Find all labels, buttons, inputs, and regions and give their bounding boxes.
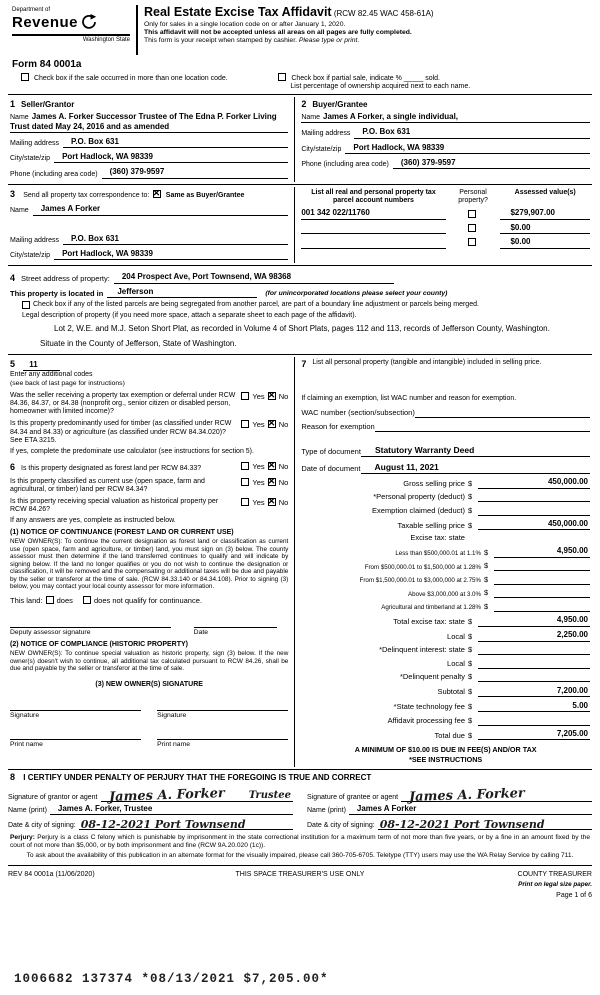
s6-q3-yes-checkbox[interactable] [241,498,249,506]
parcel-number-field[interactable] [301,239,445,249]
doc-date-field[interactable]: August 11, 2021 [361,462,590,474]
buyer-csz-field[interactable]: Port Hadlock, WA 98339 [345,143,590,154]
tax-row-gross: Gross selling price $ 450,000.00 [403,477,588,488]
logo-revenue-text: Revenue [12,14,79,32]
unincorporated-note: (for unincorporated locations please select your county) [265,290,448,298]
footer [8,871,592,901]
segregated-checkbox[interactable] [22,301,30,309]
doc-type-label: Type of document [301,446,361,456]
delinquent-interest-state-field[interactable] [478,645,590,655]
s6-q3-answers: Yes ✕ No [240,498,288,515]
grantor-date-city-label: Date & city of signing: [8,822,76,830]
buyer-phone-label: Phone (including area code) [301,161,389,169]
logo-divider [12,34,130,36]
seller-name-field[interactable]: Name James A. Forker Successor Trustee of The Edna P. Forker Living Trust dated May 24, 2016 and as amended [10,112,288,133]
minimum-due-note: A MINIMUM OF $10.00 IS DUE IN FEE(S) AND/OR TAX [354,745,537,755]
personal-property-checkbox[interactable] [468,210,476,218]
treasurer-space-label: THIS SPACE TREASURER'S USE ONLY [235,870,365,878]
question-row [10,392,288,417]
perjury-statement: Perjury: Perjury is a class C felony which is punishable by imprisonment in the state correctional institution for a maximum term of not more than five years, or by a fine in an amount fixed by the court of not more than $5,000, or by both imprisonment and fine (RCW 9A.20.020 (1c)). [10,834,590,850]
send-correspondence-label: Send all property tax correspondence to: [23,191,150,199]
tax-row-tech-fee: *State technology fee $ 5.00 [393,700,588,712]
reason-exemption-field[interactable] [375,423,590,432]
tax-row-personal-deduct: *Personal property (deduct) $ [301,492,590,502]
grantee-sig-label: Signature of grantee or agent [307,793,399,801]
s5-q1-text: Was the seller receiving a property tax exemption or deferral under RCW 84.36, 84.37, or 84.38 (nonprofit org., senior citizen or disabled person, homeowner with limited income)? [10,391,236,416]
section3-number: 3 [10,188,16,199]
page-title: Real Estate Excise Tax Affidavit [144,5,332,19]
tax-row-excise-header: Excise tax: state [410,532,465,542]
owner-print-name-line[interactable] [10,730,141,740]
question-row [10,420,288,445]
certification-header [10,772,592,783]
s6-q2-no-checkbox[interactable] [268,478,276,486]
grantee-date-city-line[interactable] [378,817,592,830]
assessed-value-header: Assessed value(s) [514,188,576,196]
tax-row-rate2: From $500,000.01 to $1,500,000 at 1.28% $ [301,561,590,571]
corr-mailing-field[interactable]: P.O. Box 631 [63,234,288,245]
notice1-body: NEW OWNER(S): To continue the current designation as forest land or classification as current use (open space, farm and agriculture, or timber) land, you must sign on (3) below. The county assessor must then determine if the land transferred continues to qualify and will indicate by signing below. If the land no longer qualifies or you do not wish to continue the designation or classification, it will be removed and the compensating or additional taxes will be due and payable by the seller or transferor at the time of sale. (RCW 84.33.140 or 84.34.108). Prior to signing (3) below, you may contact your local county assessor for more information. [10,538,289,591]
grantor-date-city-script: 08-12-2021 Port Townsend [80,817,246,831]
local-tax-field[interactable]: 2,250.00 [478,630,590,641]
logo-dept-text: Department of [12,7,51,13]
segregated-label: Check box if any of the listed parcels are being segregated from another parcel, are part of a boundary line adjustment or parcels being merged. [33,301,479,309]
if-yes-note: If any answers are yes, complete as instructed below. [10,516,176,524]
alternate-format-note: To ask about the availability of this publication in an alternate format for the visually impaired, please call 360-705-6705. Teletype (TTY) users may use the WA Relay Service by calling 711. [26,852,574,859]
property-location-section [8,268,592,351]
parcel-table [295,187,592,264]
situate-text[interactable]: Situate in the County of Jefferson, State of Washington. [40,339,237,349]
taxable-selling-price-field[interactable]: 450,000.00 [478,519,590,530]
grantor-name-print-field[interactable]: James A. Forker, Trustee [50,804,293,815]
tax-row-rate4: Above $3,000,000 at 3.0% $ [301,588,590,598]
delinquent-penalty-field[interactable] [478,672,590,682]
street-address-field[interactable]: 204 Prospect Ave, Port Townsend, WA 98368 [114,272,394,283]
s6-q1-text: 6 Is this property designated as forest land per RCW 84.33? [10,462,202,473]
seller-name-value: James A. Forker Successor Trustee of The Edna P. Forker Living Trust dated May 24, 2016 and as amended [10,111,277,132]
page-indicator: Page 1 of 6 [556,892,592,900]
total-due-field[interactable]: 7,205.00 [478,729,590,740]
s5-q1-answers: Yes ✕ No [240,392,288,417]
s6-q1-answers: Yes ✕ No [240,462,288,473]
divider [8,865,592,866]
state-tax-tier4-field[interactable] [494,588,590,598]
corr-csz-field[interactable]: Port Hadlock, WA 98339 [54,249,288,260]
s5-q1-yes-checkbox[interactable] [241,392,249,400]
land-does-checkbox[interactable] [46,596,54,604]
grantor-date-city-line[interactable] [79,817,293,830]
divider [8,354,592,355]
grantee-signature-line[interactable] [401,785,592,805]
divider [8,265,592,266]
see-instructions-note: *SEE INSTRUCTIONS [409,754,483,764]
personal-property-write-in-area[interactable] [301,369,590,395]
exemption-note: If claiming an exemption, list WAC number and reason for exemption. [301,395,517,403]
signatures-section [8,784,592,830]
assessed-value-field[interactable]: $0.00 [500,237,589,248]
delinquent-interest-local-field[interactable] [478,659,590,669]
county-treasurer-label: COUNTY TREASURER [517,870,592,878]
deputy-date-label: Date [193,628,209,636]
parcel-row [301,223,590,234]
grantee-signature-block [307,784,592,830]
seller-mailing-field[interactable]: P.O. Box 631 [63,137,288,148]
seller-phone-label: Phone (including area code) [10,170,98,178]
tax-row-total-due: Total due $ 7,205.00 [434,729,588,740]
tax-row-delinquent-interest: *Delinquent interest: state $ [301,645,590,655]
reason-exemption-label: Reason for exemption [301,421,375,431]
s6-q2-text: Is this property classified as current use (open space, farm and agricultural, or timber) land per RCW 84.34? [10,477,205,493]
tax-row-local: Local $ 2,250.00 [447,630,588,641]
grantor-signature-line[interactable] [101,785,293,805]
corr-csz-label: City/state/zip [10,252,51,260]
tax-row-exemption-deduct: Exemption claimed (deduct) $ [301,506,590,516]
multi-location-label: Check box if the sale occurred in more than one location code. [33,74,228,82]
state-tax-tier3-field[interactable] [494,575,590,585]
notice2-body: NEW OWNER(S): To continue special valuation as historic property, sign (3) below. If the new owner(s) doesn't wish to continue, all additional tax calculated pursuant to RCW 84.26, shall be due and payable by the seller or transferor at the time of sale. [10,650,289,673]
parcel-number-field[interactable]: 001 342 022/11760 [301,208,445,219]
correspondence-parcel-section [8,187,592,264]
section7-number: 7 [301,358,307,369]
notice3-title: (3) NEW OWNER(S) SIGNATURE [95,680,203,688]
land-does-not-checkbox[interactable] [83,596,91,604]
seller-buyer-section [8,97,592,182]
rev-number: REV 84 0001a (11/06/2020) [8,870,95,878]
s6-q3-no-checkbox[interactable] [268,498,276,506]
deputy-signature-row [10,618,288,637]
personal-property-deduct-field[interactable] [478,492,590,502]
state-tax-tier1-field[interactable]: 4,950.00 [494,546,590,557]
additional-codes-label: Enter any additional codes [10,371,93,379]
buyer-csz-label: City/state/zip [301,145,342,153]
buyer-mailing-field[interactable]: P.O. Box 631 [354,127,590,138]
tax-row-rate3: From $1,500,000.01 to $3,000,000 at 2.75% $ [301,575,590,585]
section1-number: 1 [10,99,16,110]
header-note-2: This affidavit will not be accepted unless all areas on all pages are fully completed. [144,28,412,36]
seller-mailing-label: Mailing address [10,139,60,147]
located-in-field[interactable]: Jefferson [107,287,257,298]
grantor-sig-label: Signature of grantor or agent [8,793,98,801]
s6-q2-yes-checkbox[interactable] [241,478,249,486]
swirl-icon [81,14,97,32]
parcel-number-field[interactable] [301,224,445,234]
deputy-assessor-label: Deputy assessor signature [10,628,91,636]
deputy-assessor-signature-line[interactable] [10,618,171,628]
agricultural-timberland-field[interactable] [494,602,590,612]
seller-phone-field[interactable]: (360) 379-9597 [102,167,289,178]
additional-code-field[interactable]: 11 [23,360,59,371]
affidavit-processing-fee-field[interactable] [478,716,590,726]
partial-sale-checkbox[interactable] [278,73,286,81]
grantee-signature-script: James A. Forker [408,785,526,805]
s6-q1-no-checkbox[interactable] [268,462,276,470]
ownership-percentage-note: List percentage of ownership acquired next to each name. [290,83,471,91]
s5-q2-no-checkbox[interactable] [268,420,276,428]
subtotal-field[interactable]: 7,200.00 [478,686,590,697]
same-as-buyer-checkbox[interactable] [153,190,161,198]
gross-selling-price-field[interactable]: 450,000.00 [478,477,590,488]
seller-csz-label: City/state/zip [10,155,51,163]
grantor-signature-script: James A. Forker [108,785,225,805]
personal-property-list-label: List all personal property (tangible and intangible) included in selling price. [312,358,542,366]
s5-q2-answers: Yes ✕ No [240,420,288,445]
grantee-name-print-field[interactable]: James A Forker [349,804,592,815]
header-title-block [136,5,592,55]
header-note-1: Only for sales in a single location code on or after January 1, 2020. [144,20,346,28]
form-number: Form 84 0001a [12,59,82,70]
legal-description-text[interactable]: Lot 2, W.E. and M.J. Seton Short Plat, as recorded in Volume 4 of Short Plats, pages 112 and 113, records of Jefferson County, Washington. [54,323,550,333]
divider [8,94,592,95]
question-row [10,462,288,473]
section5-number: 5 [10,358,16,369]
additional-codes-note: (see back of last page for instructions) [10,379,125,387]
dor-logo [8,5,136,44]
corr-mailing-label: Mailing address [10,236,60,244]
grantor-signature-block [8,784,293,830]
question-row [10,498,288,515]
same-as-buyer-label: Same as Buyer/Grantee [165,191,245,199]
tax-row-subtotal: Subtotal $ 7,200.00 [437,685,588,697]
buyer-mailing-label: Mailing address [301,130,351,138]
section5-6-column [8,357,295,768]
section8-number: 8 [10,772,16,783]
corr-name-field[interactable]: James A Forker [33,204,289,215]
assessed-value-field[interactable]: $0.00 [500,223,589,234]
grantee-date-city-label: Date & city of signing: [307,822,375,830]
logo-state-text: Washington State [82,36,130,43]
s5-q1-no-checkbox[interactable] [268,392,276,400]
corr-name-label: Name [10,207,29,215]
personal-property-checkbox[interactable] [468,238,476,246]
use-tax-section [8,357,592,768]
seller-column [8,97,295,182]
notice2-title: (2) NOTICE OF COMPLIANCE (HISTORIC PROPERTY) [10,640,188,648]
section7-column [295,357,592,768]
question-row [10,478,288,495]
divider [8,184,592,185]
grantee-date-city-script: 08-12-2021 Port Townsend [379,817,545,831]
section4-number: 4 [10,273,16,284]
section1-title: Seller/Grantor [21,100,75,110]
deputy-date-line[interactable] [194,618,277,628]
form-header [8,5,592,55]
doc-date-label: Date of document [301,463,361,473]
grantor-signature-title-script: Trustee [248,790,291,802]
buyer-phone-field[interactable]: (360) 379-9597 [393,158,590,169]
tax-row-delinquent-local: Local $ [301,659,590,669]
total-excise-state-field[interactable]: 4,950.00 [478,615,590,626]
s6-q1-yes-checkbox[interactable] [241,462,249,470]
doc-type-field[interactable]: Statutory Warranty Deed [361,445,590,457]
street-address-label: Street address of property: [21,274,110,284]
this-land-row: This land: does does not qualify for continuance. [10,595,202,605]
partial-sale-label: Check box if partial sale, indicate % _____ sold. [291,74,440,82]
top-checkbox-row [20,73,592,92]
s5-q2-yes-checkbox[interactable] [241,420,249,428]
parcel-row [301,237,590,248]
certify-statement: I CERTIFY UNDER PENALTY OF PERJURY THAT THE FOREGOING IS TRUE AND CORRECT [23,773,372,783]
notice1-title: (1) NOTICE OF CONTINUANCE (FOREST LAND OR CURRENT USE) [10,528,234,536]
s5-q2-text: Is this property predominantly used for timber (as classified under RCW 84.34 and 84.33) or agriculture (as classified under RCW 84.34.020)? See ETA 3215. [10,420,232,444]
parcel-row [301,208,590,219]
correspondence-column [8,187,295,264]
grantor-name-print-label: Name (print) [8,807,47,815]
seller-csz-field[interactable]: Port Hadlock, WA 98339 [54,152,288,163]
buyer-name-value: James A Forker, a single individual, [323,111,459,121]
s6-q2-answers: Yes ✕ No [240,478,288,495]
predominate-use-note: If yes, complete the predominate use calculator (see instructions for section 5). [10,448,254,456]
header-note-3: This form is your receipt when stamped by cashier. Please type or print. [144,36,360,44]
located-in-label: This property is located in [10,288,104,298]
tax-row-rate1: Less than $500,000.01 at 1.1% $ 4,950.00 [395,546,588,558]
wac-number-field[interactable] [415,409,590,418]
parcel-numbers-header: List all real and personal property tax parcel account numbers [311,188,436,205]
multi-location-checkbox[interactable] [21,73,29,81]
owner-signature-line[interactable] [157,701,288,711]
tax-row-agricultural: Agricultural and timberland at 1.28% $ [301,602,590,612]
divider [8,769,592,770]
rcw-reference: (RCW 82.45 WAC 458-61A) [333,9,434,18]
owner-print-name-line[interactable] [157,730,288,740]
personal-property-header: Personal property? [458,188,488,205]
exemption-claimed-field[interactable] [478,506,590,516]
section2-number: 2 [301,99,307,110]
tax-row-total-state: Total excise tax: state $ 4,950.00 [393,615,588,626]
legal-description-label: Legal description of property (if you need more space, attach a separate sheet to each page of the affidavit). [22,311,357,319]
grantee-name-print-label: Name (print) [307,807,346,815]
personal-property-checkbox[interactable] [468,224,476,232]
section2-title: Buyer/Grantee [312,100,368,110]
tax-row-taxable: Taxable selling price $ 450,000.00 [397,519,588,530]
assessed-value-field[interactable]: $279,907.00 [500,208,589,219]
buyer-name-field[interactable]: Name James A Forker, a single individual, [301,112,590,123]
state-technology-fee-field[interactable]: 5.00 [478,701,590,712]
buyer-column [295,97,592,182]
treasurer-stamp: 1006682 137374 *08/13/2021 $7,205.00* [14,972,329,987]
new-owner-signatures: Signature Signature Print name Print name [10,701,288,749]
tax-row-delinquent-penalty: *Delinquent penalty $ [301,672,590,682]
wac-number-label: WAC number (section/subsection) [301,407,415,417]
state-tax-tier2-field[interactable] [494,561,590,571]
tax-row-processing-fee: Affidavit processing fee $ [301,716,590,726]
s6-q3-text: Is this property receiving special valuation as historical property per RCW 84.26? [10,498,219,514]
owner-signature-line[interactable] [10,701,141,711]
legal-size-note: Print on legal size paper. [518,881,592,889]
